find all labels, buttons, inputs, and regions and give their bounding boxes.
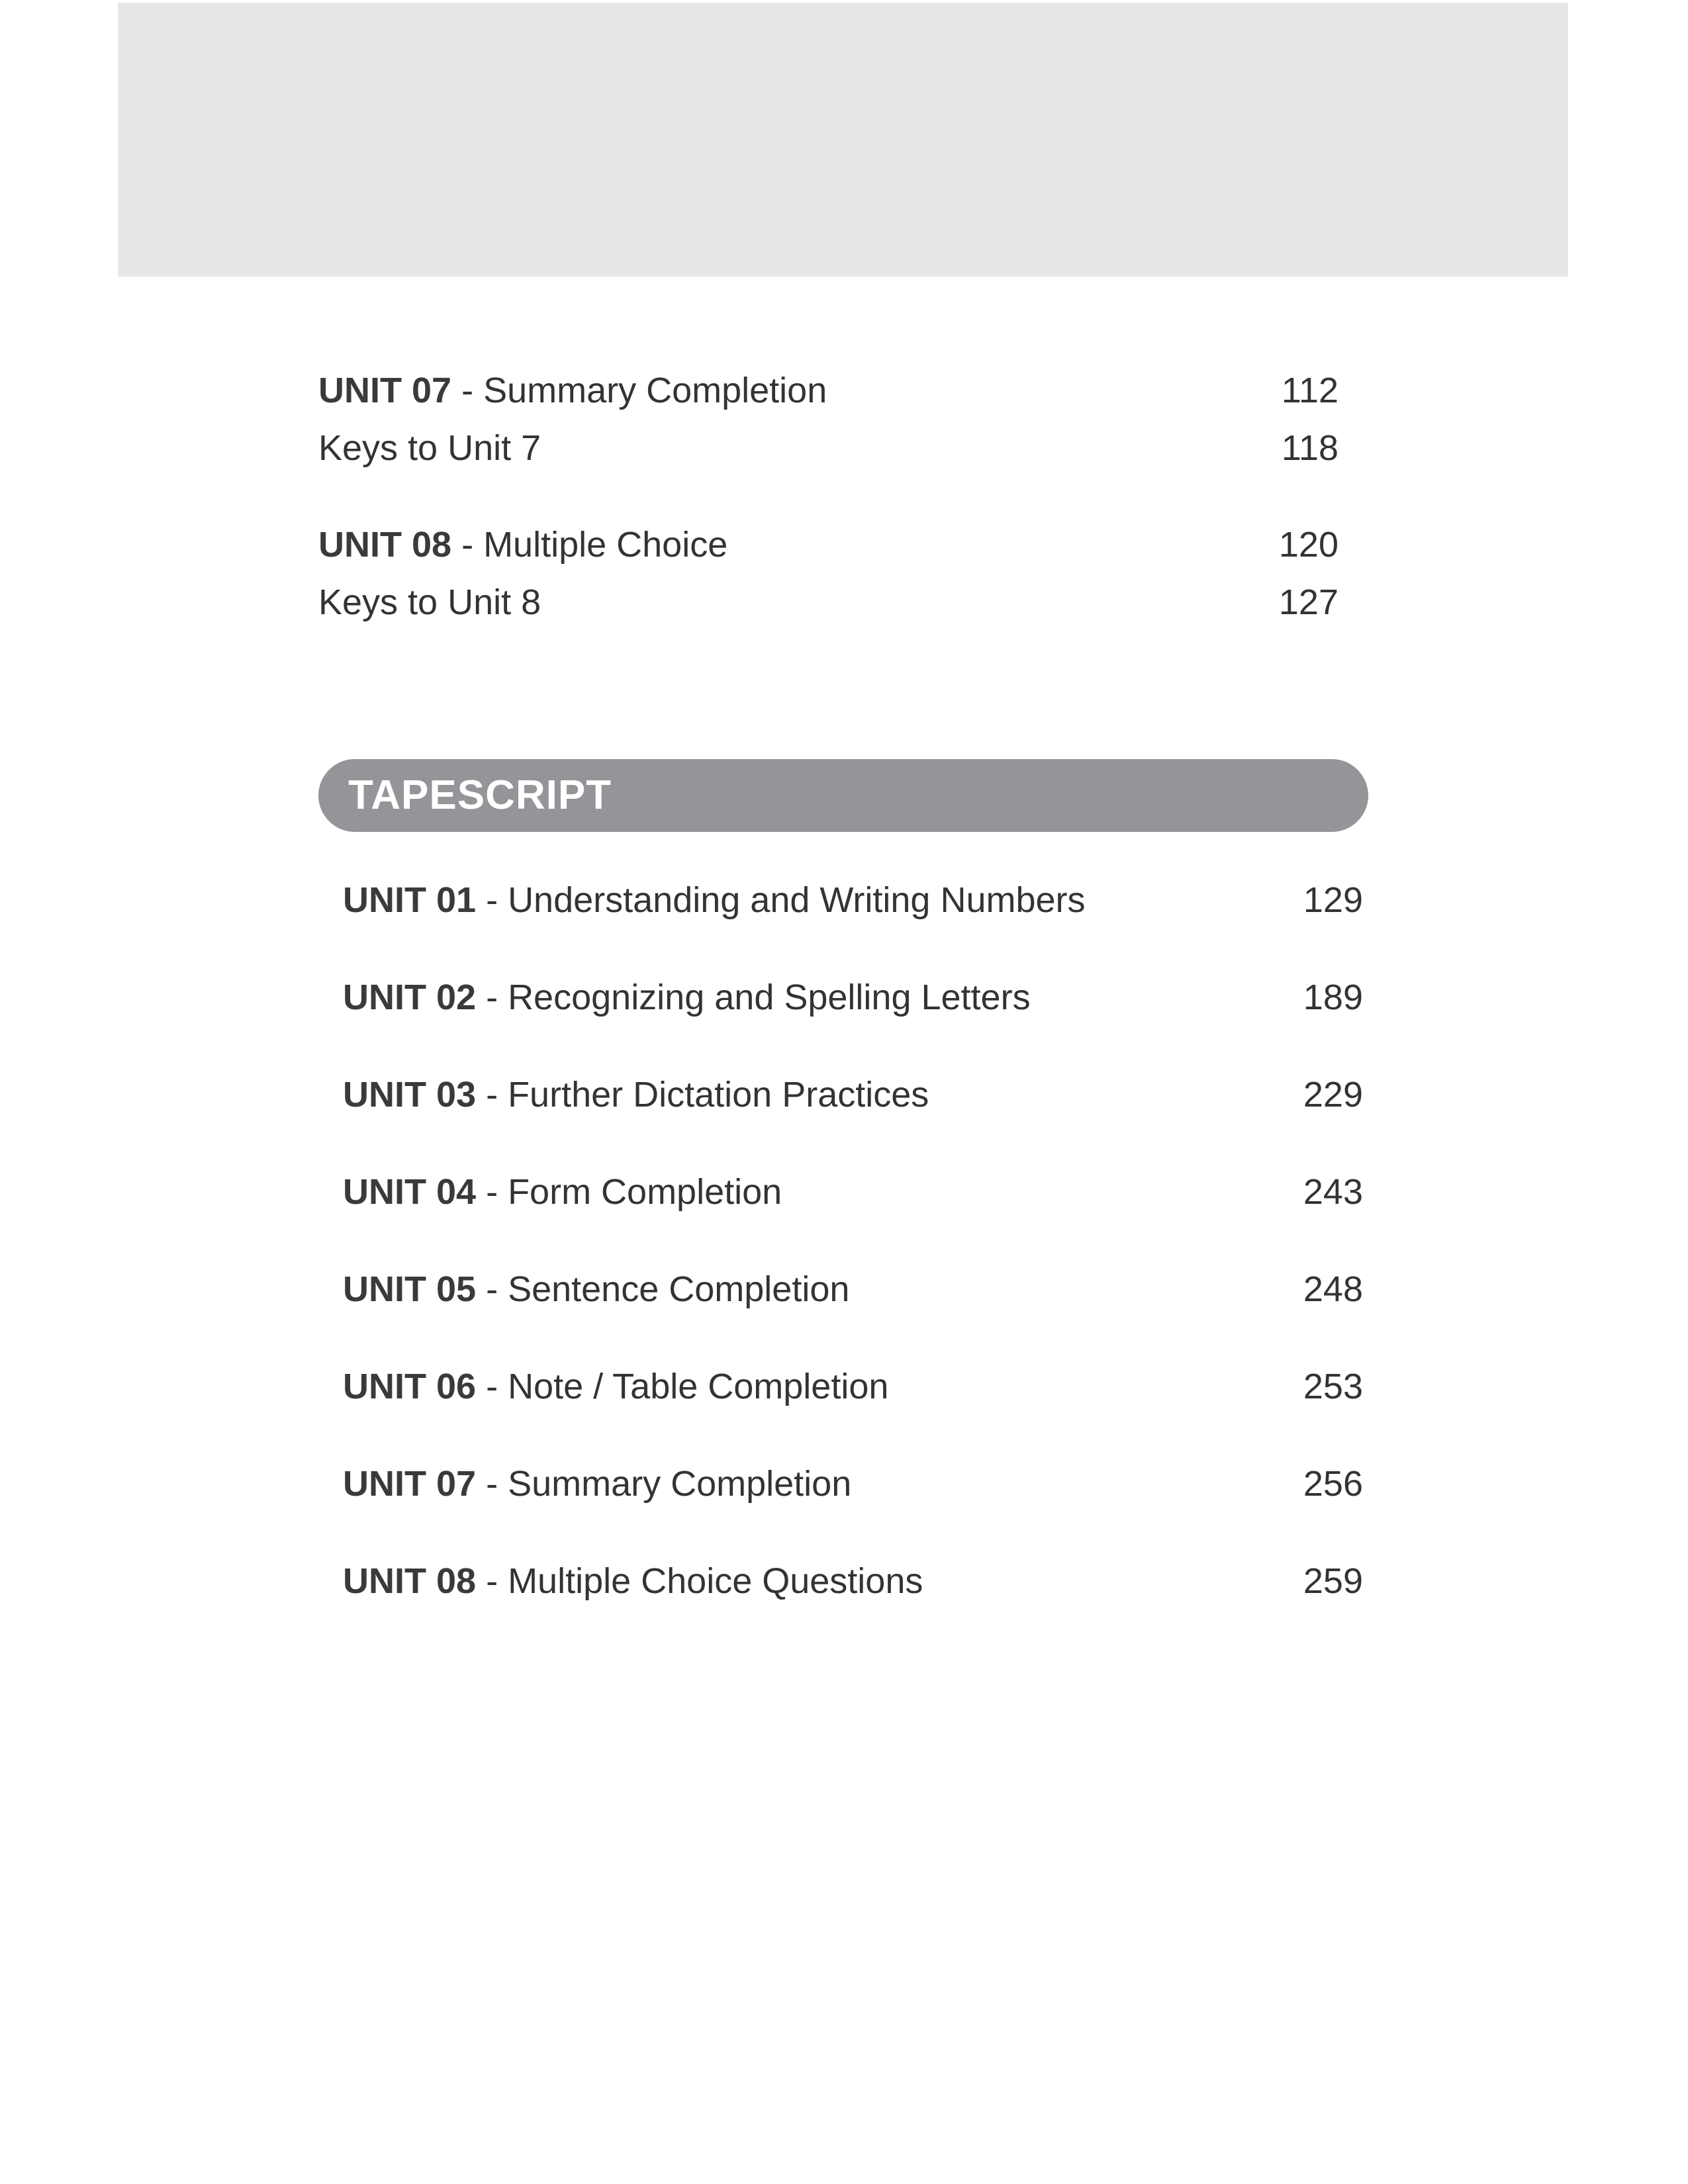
tapescript-entry-unit-04[interactable]	[343, 1165, 1363, 1218]
separator: -	[476, 1172, 508, 1212]
entry-title: Keys to Unit 7	[318, 428, 541, 468]
page-number: 243	[1303, 1172, 1363, 1212]
unit-number: UNIT 01	[343, 880, 477, 920]
separator: -	[476, 978, 508, 1017]
separator: -	[476, 1464, 508, 1504]
separator: -	[476, 1075, 508, 1115]
separator: -	[476, 880, 508, 920]
page-number: 120	[1278, 525, 1338, 565]
page-number: 253	[1303, 1367, 1363, 1406]
unit-number: UNIT 07	[318, 371, 452, 410]
page-number: 189	[1303, 978, 1363, 1017]
tapescript-section-header	[318, 759, 1368, 832]
page-number: 112	[1281, 371, 1338, 410]
unit-title: Understanding and Writing Numbers	[508, 880, 1086, 920]
unit-number: UNIT 08	[343, 1561, 477, 1601]
section-heading: TAPESCRIPT	[348, 772, 612, 818]
page-number: 229	[1303, 1075, 1363, 1115]
unit-title: Note / Table Completion	[508, 1367, 889, 1406]
unit-number: UNIT 07	[343, 1464, 477, 1504]
page-number: 118	[1281, 428, 1338, 468]
unit-number: UNIT 02	[343, 978, 477, 1017]
unit-title: Multiple Choice Questions	[508, 1561, 923, 1601]
toc-entry-keys-unit-7[interactable]	[318, 422, 1338, 475]
tapescript-entry-unit-05[interactable]	[343, 1263, 1363, 1316]
unit-number: UNIT 08	[318, 525, 452, 565]
tapescript-entry-unit-01[interactable]	[343, 874, 1363, 927]
tapescript-entry-unit-03[interactable]	[343, 1068, 1363, 1121]
tapescript-entry-unit-08[interactable]	[343, 1555, 1363, 1608]
separator: -	[451, 525, 484, 565]
separator: -	[476, 1561, 508, 1601]
page-number: 129	[1303, 880, 1363, 920]
header-band	[118, 3, 1568, 277]
toc-entry-keys-unit-8[interactable]	[318, 576, 1338, 629]
separator: -	[476, 1367, 508, 1406]
tapescript-entry-unit-07[interactable]	[343, 1457, 1363, 1510]
unit-number: UNIT 05	[343, 1269, 477, 1309]
page-number: 256	[1303, 1464, 1363, 1504]
entry-title: Keys to Unit 8	[318, 582, 541, 622]
unit-title: Summary Completion	[483, 371, 827, 410]
unit-number: UNIT 06	[343, 1367, 477, 1406]
unit-title: Multiple Choice	[483, 525, 728, 565]
tapescript-entry-unit-02[interactable]	[343, 971, 1363, 1024]
separator: -	[451, 371, 484, 410]
separator: -	[476, 1269, 508, 1309]
unit-title: Form Completion	[508, 1172, 782, 1212]
unit-title: Sentence Completion	[508, 1269, 850, 1309]
toc-entry-unit-07[interactable]	[318, 364, 1338, 417]
page-number: 127	[1278, 582, 1338, 622]
unit-title: Further Dictation Practices	[508, 1075, 929, 1115]
unit-title: Summary Completion	[508, 1464, 852, 1504]
tapescript-entry-unit-06[interactable]	[343, 1360, 1363, 1413]
unit-title: Recognizing and Spelling Letters	[508, 978, 1031, 1017]
unit-number: UNIT 03	[343, 1075, 477, 1115]
unit-number: UNIT 04	[343, 1172, 477, 1212]
page-number: 259	[1303, 1561, 1363, 1601]
toc-entry-unit-08[interactable]	[318, 518, 1338, 571]
page-number: 248	[1303, 1269, 1363, 1309]
